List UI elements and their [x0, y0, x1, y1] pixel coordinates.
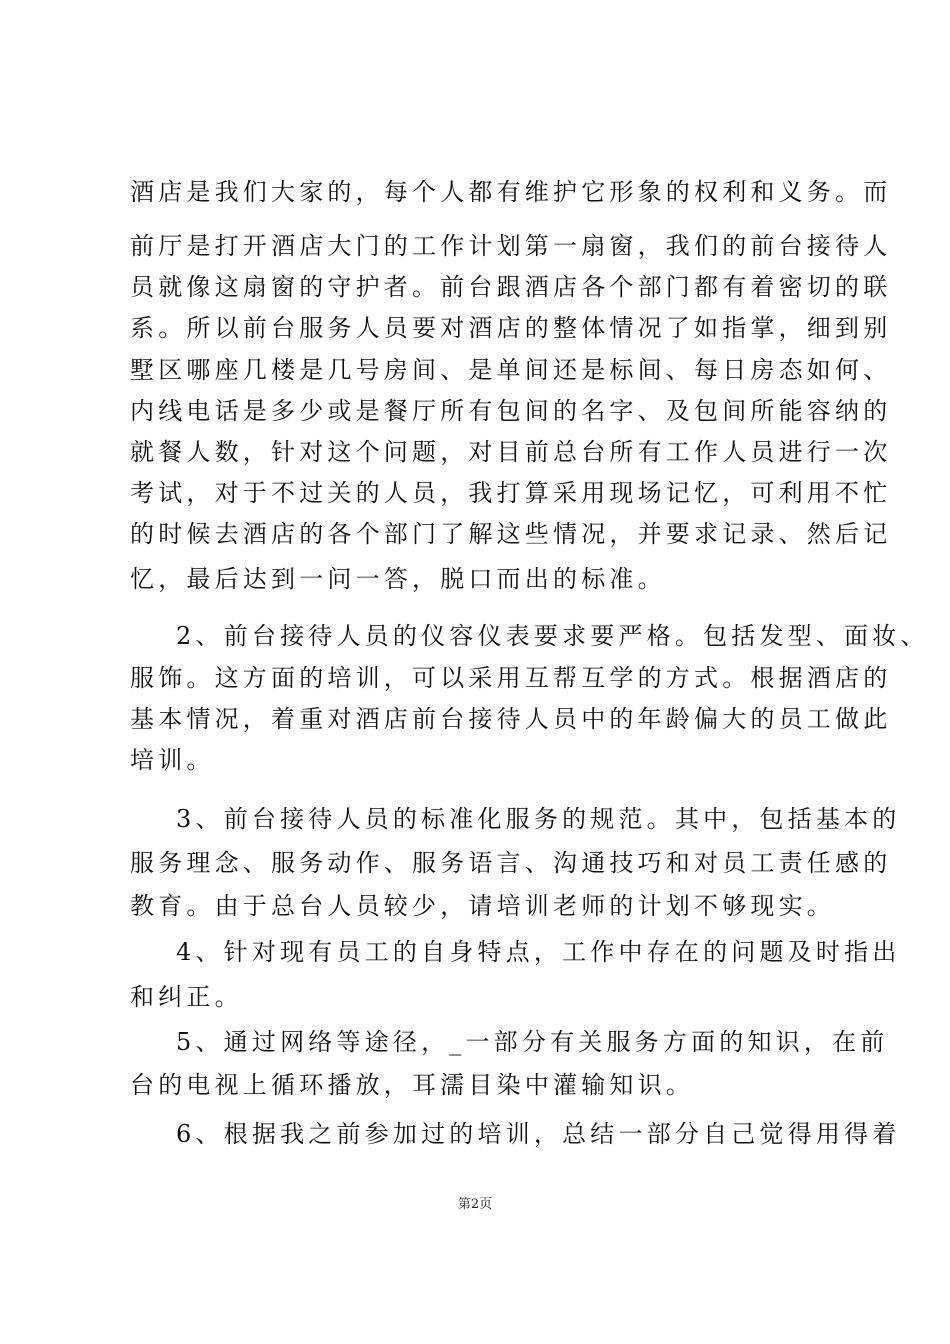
- list-item-3-line: 3、前台接待人员的标准化服务的规范。其中，包括基本的: [176, 805, 901, 833]
- body-text-line: 和纠正。: [130, 983, 243, 1011]
- body-text-line: 忆，最后达到一问一答，脱口而出的标准。: [130, 565, 666, 593]
- body-text-line: 考试，对于不过关的人员，我打算采用现场记忆，可利用不忙: [130, 479, 892, 507]
- body-text-line: 服饰。这方面的培训，可以采用互帮互学的方式。根据酒店的: [130, 664, 892, 692]
- body-text-line: 系。所以前台服务人员要对酒店的整体情况了如指掌，细到别: [130, 314, 892, 342]
- body-text-line: 墅区哪座几楼是几号房间、是单间还是标间、每日房态如何、: [130, 356, 892, 384]
- body-text-line: 酒店是我们大家的，每个人都有维护它形象的权利和义务。而: [130, 178, 892, 206]
- body-text-line: 员就像这扇窗的守护者。前台跟酒店各个部门都有着密切的联: [130, 273, 892, 301]
- body-text-line: 就餐人数，针对这个问题，对目前总台所有工作人员进行一次: [130, 438, 892, 466]
- body-text-line: 服务理念、服务动作、服务语言、沟通技巧和对员工责任感的: [130, 849, 892, 877]
- list-item-6-line: 6、根据我之前参加过的培训，总结一部分自己觉得用得着: [176, 1120, 901, 1148]
- list-item-2-line: 2、前台接待人员的仪容仪表要求要严格。包括发型、面妆、: [176, 622, 929, 650]
- list-item-5-line: 5、通过网络等途径，_一部分有关服务方面的知识，在前: [176, 1028, 889, 1056]
- body-text-line: 的时候去酒店的各个部门了解这些情况，并要求记录、然后记: [130, 520, 892, 548]
- body-text-line: 前厅是打开酒店大门的工作计划第一扇窗，我们的前台接待人: [130, 232, 892, 260]
- list-item-4-line: 4、针对现有员工的自身特点，工作中存在的问题及时指出: [176, 938, 901, 966]
- body-text-line: 培训。: [130, 746, 215, 774]
- body-text-line: 内线电话是多少或是餐厅所有包间的名字、及包间所能容纳的: [130, 397, 892, 425]
- body-text-line: 教育。由于总台人员较少，请培训老师的计划不够现实。: [130, 892, 835, 920]
- body-text-line: 基本情况，着重对酒店前台接待人员中的年龄偏大的员工做此: [130, 705, 892, 733]
- page-number: 第2页: [457, 1197, 493, 1212]
- body-text-line: 台的电视上循环播放，耳濡目染中灌输知识。: [130, 1071, 694, 1099]
